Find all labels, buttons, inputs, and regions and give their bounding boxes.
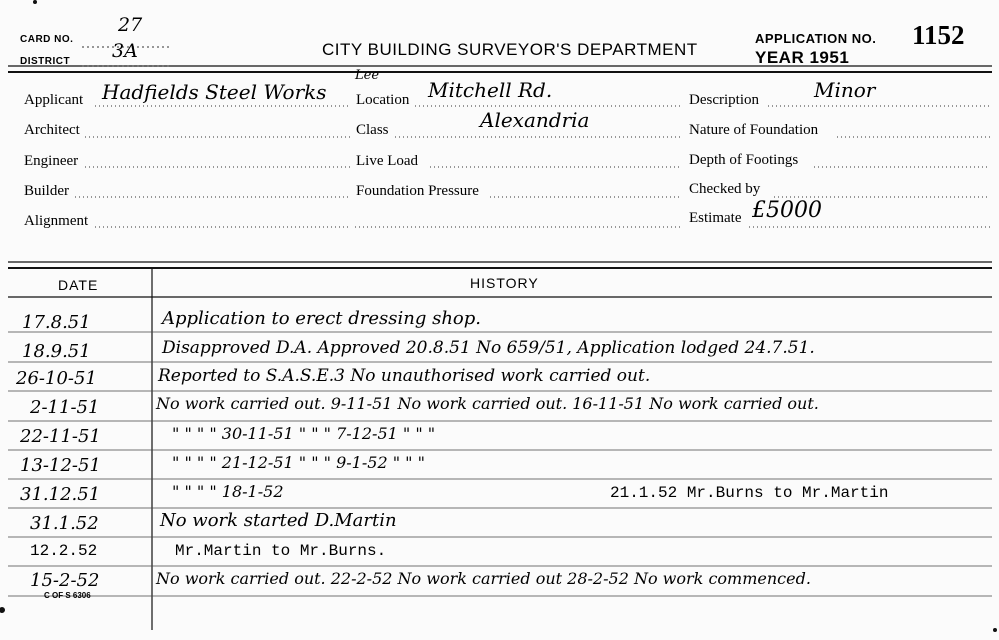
- applicant-note: Lee: [355, 68, 380, 83]
- estimate-value: £5000: [752, 198, 822, 223]
- department-title: CITY BUILDING SURVEYOR'S DEPARTMENT: [322, 40, 698, 59]
- application-no-label: APPLICATION NO.: [755, 31, 877, 46]
- history-column-header: HISTORY: [470, 275, 539, 291]
- history-row-date: 26-10-51: [16, 368, 97, 389]
- history-row-date: 31.1.52: [30, 513, 99, 534]
- card-no-value: 27: [118, 14, 143, 36]
- class-label: Class: [356, 122, 389, 138]
- history-row-date: 12.2.52: [30, 542, 98, 560]
- history-row-text: No work carried out. 9-11-51 No work carried out. 16-11-51 No work carried out.: [156, 394, 819, 413]
- history-row-typed-note: 21.1.52 Mr.Burns to Mr.Martin: [610, 484, 889, 502]
- district-value: 3A: [112, 40, 138, 62]
- foundation-pressure-label: Foundation Pressure: [356, 183, 479, 199]
- location-value: Mitchell Rd.: [428, 78, 553, 102]
- checked-by-label: Checked by: [689, 181, 761, 197]
- estimate-label: Estimate: [689, 210, 742, 226]
- applicant-label: Applicant: [24, 92, 84, 108]
- history-row-text: " " " " 21-12-51 " " " 9-1-52 " " ": [172, 453, 425, 472]
- district-label: DISTRICT: [20, 56, 71, 67]
- builder-label: Builder: [24, 183, 69, 199]
- history-row-date: 22-11-51: [20, 426, 101, 447]
- history-row-text: No work started D.Martin: [160, 510, 397, 531]
- history-row-text: " " " " 18-1-52: [172, 482, 284, 501]
- engineer-label: Engineer: [24, 153, 79, 169]
- application-no-value: 1152: [912, 20, 965, 50]
- alignment-label: Alignment: [24, 213, 89, 229]
- depth-of-footings-label: Depth of Footings: [689, 152, 799, 168]
- history-row-date: 2-11-51: [30, 397, 100, 418]
- history-row-date: 31.12.51: [20, 484, 101, 505]
- location-label: Location: [356, 92, 410, 108]
- history-row-text: Application to erect dressing shop.: [162, 308, 482, 329]
- history-row-text: Mr.Martin to Mr.Burns.: [175, 542, 387, 560]
- applicant-value: Hadfields Steel Works: [102, 80, 327, 104]
- history-row-date: 13-12-51: [20, 455, 101, 476]
- class-value: Alexandria: [480, 108, 590, 132]
- description-label: Description: [689, 92, 759, 108]
- card-no-label: CARD NO.: [20, 34, 74, 45]
- year-label: YEAR 1951: [755, 48, 850, 67]
- history-row-text: Disapproved D.A. Approved 20.8.51 No 659/51, Application lodged 24.7.51.: [162, 338, 815, 358]
- history-row-date: 17.8.51: [22, 312, 91, 333]
- architect-label: Architect: [24, 122, 80, 138]
- form-code: C OF S 6306: [44, 591, 91, 600]
- history-row-date: 15-2-52: [30, 570, 100, 591]
- date-column-header: DATE: [58, 277, 99, 293]
- history-row-date: 18.9.51: [22, 341, 91, 362]
- history-row-text: No work carried out. 22-2-52 No work carried out 28-2-52 No work commenced.: [156, 569, 811, 588]
- description-value: Minor: [814, 78, 876, 102]
- live-load-label: Live Load: [356, 153, 419, 169]
- nature-of-foundation-label: Nature of Foundation: [689, 122, 819, 138]
- history-row-text: Reported to S.A.S.E.3 No unauthorised work carried out.: [158, 366, 651, 386]
- history-row-text: " " " " 30-11-51 " " " 7-12-51 " " ": [172, 424, 436, 443]
